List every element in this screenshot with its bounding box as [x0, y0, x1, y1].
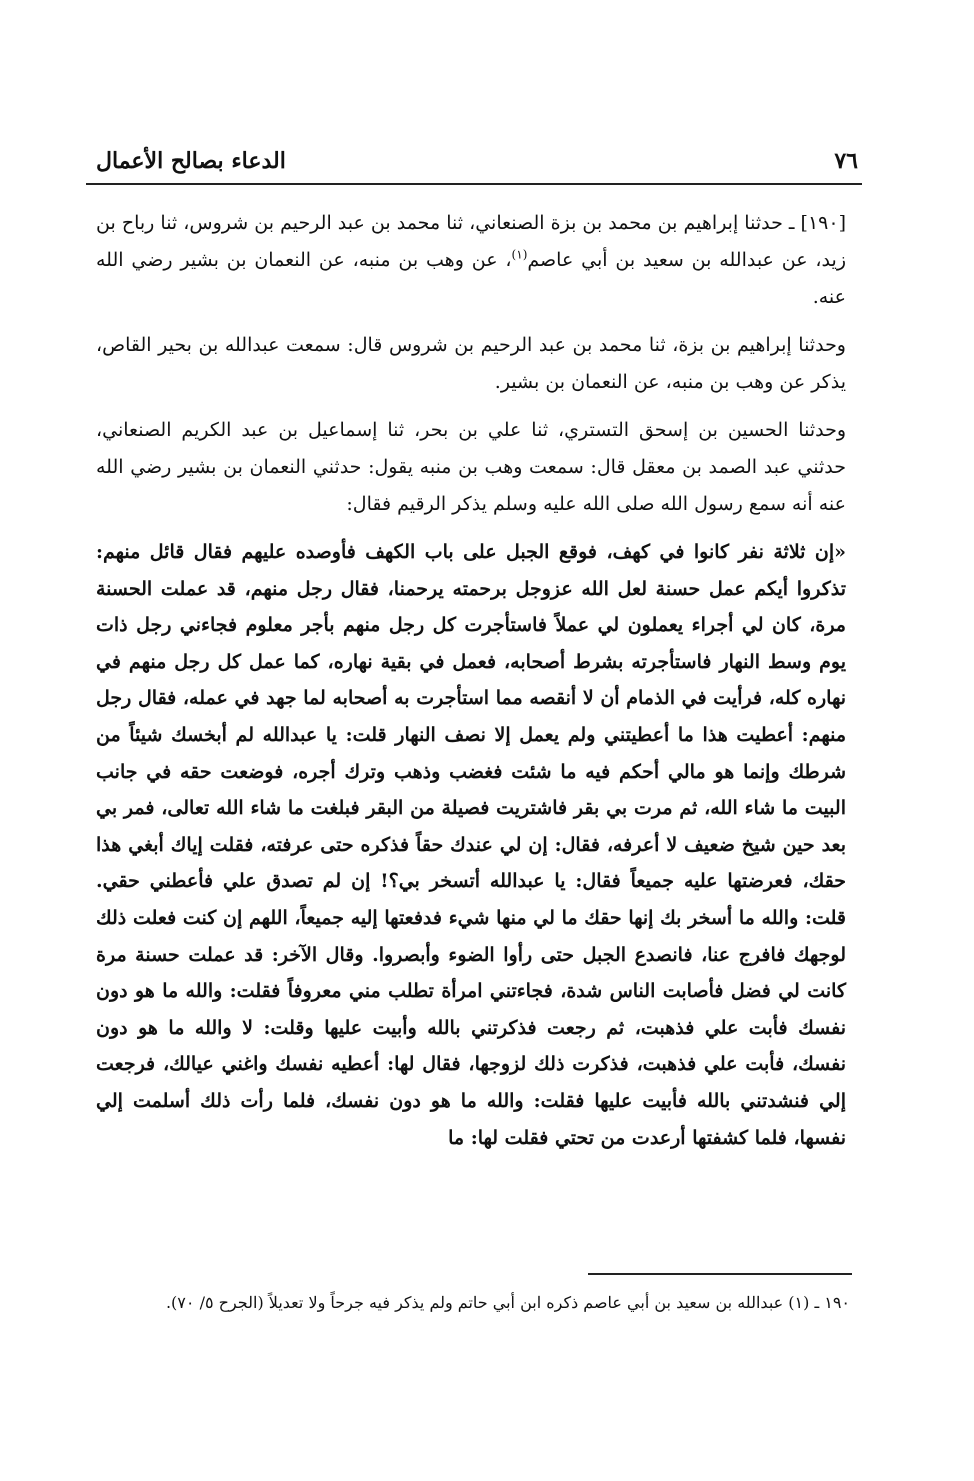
- isnad-paragraph-3: وحدثنا الحسين بن إسحق التستري، ثنا علي بن بحر، ثنا إسماعيل بن عبد الكريم الصنعاني، حدثني عبد الصمد بن معقل قال: سمعت وهب بن منبه يقول: حدثني النعمان بن بشير رضي الله عنه أنه سمع رسول الله صلى الله عليه وسلم يذكر الرقيم فقال:: [96, 419, 846, 515]
- hadith-paragraph: «إن ثلاثة نفر كانوا في كهف، فوقع الجبل على باب الكهف فأوصده عليهم فقال قائل منهم: تذكروا أيكم عمل حسنة لعل الله عزوجل برحمته يرحمنا، فقال رجل منهم، قد عملت الحسنة مرة، كان لي أجراء يعملون لي عملاً فاستأجرت كل رجل منهم بأجر معلوم فجاءني رجل ذات يوم وسط النهار فاستأجرته بشرط أصحابه، فعمل في بقية نهاره، كما عمل كل رجل منهم في نهاره كله، فرأيت في الذمام أن لا أنقصه مما استأجرت به أصحابه لما جهد في عمله، فقال رجل منهم: أعطيت هذا ما أعطيتني ولم يعمل إلا نصف النهار قلت: يا عبدالله لم أبخسك شيئاً من شرطك وإنما هو مالي أحكم فيه ما شئت فغضب وذهب وترك أجره، فوضعت حقه في جانب البيت ما شاء الله، ثم مرت بي بقر فاشتريت فصيلة من البقر فبلغت ما شاء الله تعالى، فمر بي بعد حين شيخ ضعيف لا أعرفه، فقال: إن لي عندك حقاً فذكره حتى عرفته، فقلت إياك أبغي هذا حقك، فعرضتها عليه جميعاً فقال: يا عبدالله أتسخر بي؟! إن لم تصدق علي فأعطني حقي. قلت: والله ما أسخر بك إنها حقك ما لي منها شيء فدفعتها إليه جميعاً، اللهم إن كنت فعلت ذلك لوجهك فافرج عنا، فانصدع الجبل حتى رأوا الضوء وأبصروا. وقال الآخر: قد عملت حسنة مرة كانت لي فضل فأصابت الناس شدة، فجاءتني امرأة تطلب مني معروفاً فقلت: والله ما هو دون نفسك فأبت علي فذهبت، ثم رجعت فذكرتني بالله وأبيت عليها وقلت: لا والله ما هو دون نفسك، فأبت علي فذهبت، فذكرت ذلك لزوجها، فقال لها: أعطيه نفسك واغني عيالك، فرجعت إلي فنشدتني بالله فأبيت عليها فقلت: والله ما هو دون نفسك، فلما رأت ذلك أسلمت إلي نفسها، فلما كشفتها أرعدت من تحتي فقلت لها: ما: [96, 541, 846, 1149]
- running-title: الدعاء بصالح الأعمال: [96, 148, 286, 174]
- page-number: ٧٦: [834, 148, 858, 174]
- main-text: [96, 205, 846, 1167]
- isnad-paragraph-2: وحدثنا إبراهيم بن بزة، ثنا محمد بن عبد الرحيم بن شروس قال: سمعت عبدالله بن بحير القاص، يذكر عن وهب بن منبه، عن النعمان بن بشير.: [96, 334, 846, 393]
- isnad-text-1b: ، عن وهب بن منبه، عن النعمان بن بشير رضي الله عنه.: [96, 249, 846, 308]
- footnote: ١٩٠ ـ (١) عبدالله بن سعيد بن أبي عاصم ذكره ابن أبي حاتم ولم يذكر فيه جرحاً ولا تعديلاً (الجرح ٥/ ٧٠).: [165, 1293, 850, 1312]
- footnote-reference[interactable]: (١): [511, 247, 528, 262]
- page-header: [96, 138, 858, 174]
- isnad-text-1a: [١٩٠] ـ حدثنا إبراهيم بن محمد بن بزة الصنعاني، ثنا محمد بن عبد الرحيم بن شروس، ثنا رباح بن زيد، عن عبدالله بن سعيد بن أبي عاصم: [96, 212, 846, 271]
- footnote-divider: [588, 1273, 852, 1275]
- header-divider: [86, 183, 862, 185]
- isnad-paragraph-1: [96, 205, 846, 316]
